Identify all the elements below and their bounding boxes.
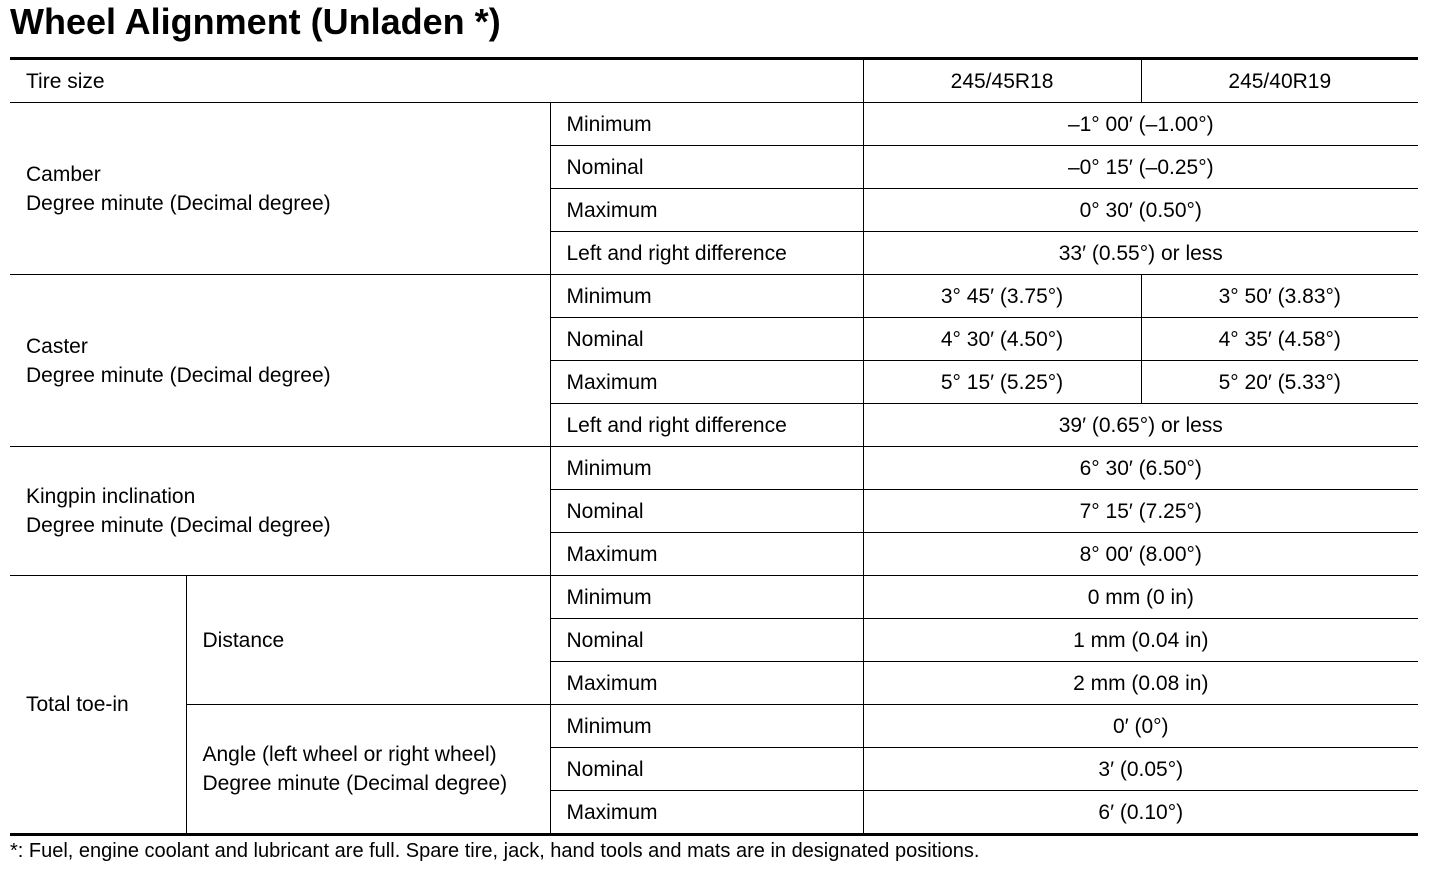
footnote: *: Fuel, engine coolant and lubricant are full. Spare tire, jack, hand tools and mats are in designated positions. xyxy=(10,840,980,862)
tire-size-label: Tire size xyxy=(10,59,863,103)
toe-angle-name: Angle (left wheel or right wheel) xyxy=(202,743,497,766)
table-row xyxy=(10,576,1418,619)
header-row xyxy=(10,59,1418,103)
row-value-b: 4° 35′ (4.58°) xyxy=(1141,318,1418,361)
row-value-a: 3° 45′ (3.75°) xyxy=(863,275,1141,318)
row-label: Maximum xyxy=(550,189,863,232)
caster-unit: Degree minute (Decimal degree) xyxy=(26,363,331,387)
toe-angle-unit: Degree minute (Decimal degree) xyxy=(202,772,508,795)
row-value-b: 5° 20′ (5.33°) xyxy=(1141,361,1418,404)
row-value-b: 3° 50′ (3.83°) xyxy=(1141,275,1418,318)
row-value-a: 4° 30′ (4.50°) xyxy=(863,318,1141,361)
row-value: 0′ (0°) xyxy=(863,705,1418,748)
camber-unit: Degree minute (Decimal degree) xyxy=(26,191,331,215)
row-label: Left and right difference xyxy=(550,404,863,447)
toe-label: Total toe-in xyxy=(10,576,186,835)
row-value: 1 mm (0.04 in) xyxy=(863,619,1418,662)
row-value: 6′ (0.10°) xyxy=(863,791,1418,835)
row-label: Minimum xyxy=(550,705,863,748)
row-label: Maximum xyxy=(550,361,863,404)
row-label: Minimum xyxy=(550,275,863,318)
caster-name: Caster xyxy=(26,334,88,358)
row-value: 39′ (0.65°) or less xyxy=(863,404,1418,447)
row-label: Maximum xyxy=(550,662,863,705)
row-label: Nominal xyxy=(550,490,863,533)
row-label: Maximum xyxy=(550,791,863,835)
row-label: Minimum xyxy=(550,103,863,146)
camber-label xyxy=(10,103,550,275)
row-value: 0 mm (0 in) xyxy=(863,576,1418,619)
kingpin-label xyxy=(10,447,550,576)
table-row xyxy=(10,103,1418,146)
row-label: Nominal xyxy=(550,318,863,361)
row-value: 7° 15′ (7.25°) xyxy=(863,490,1418,533)
row-value: 2 mm (0.08 in) xyxy=(863,662,1418,705)
row-label: Minimum xyxy=(550,447,863,490)
row-label: Nominal xyxy=(550,146,863,189)
row-value-a: 5° 15′ (5.25°) xyxy=(863,361,1141,404)
row-value: 3′ (0.05°) xyxy=(863,748,1418,791)
table-row xyxy=(10,275,1418,318)
row-label: Left and right difference xyxy=(550,232,863,275)
kingpin-unit: Degree minute (Decimal degree) xyxy=(26,514,331,537)
table-row xyxy=(10,447,1418,490)
wheel-alignment-table xyxy=(10,57,1418,836)
page-title: Wheel Alignment (Unladen *) xyxy=(10,1,501,42)
camber-name: Camber xyxy=(26,162,101,186)
row-value: 0° 30′ (0.50°) xyxy=(863,189,1418,232)
toe-distance-label: Distance xyxy=(186,576,550,705)
kingpin-name: Kingpin inclination xyxy=(26,485,196,508)
tire-size-b: 245/40R19 xyxy=(1141,59,1418,103)
row-value: –0° 15′ (–0.25°) xyxy=(863,146,1418,189)
row-value: –1° 00′ (–1.00°) xyxy=(863,103,1418,146)
toe-angle-label xyxy=(186,705,550,835)
row-value: 33′ (0.55°) or less xyxy=(863,232,1418,275)
row-label: Nominal xyxy=(550,748,863,791)
tire-size-a: 245/45R18 xyxy=(863,59,1141,103)
row-value: 6° 30′ (6.50°) xyxy=(863,447,1418,490)
row-value: 8° 00′ (8.00°) xyxy=(863,533,1418,576)
row-label: Nominal xyxy=(550,619,863,662)
table-row xyxy=(10,705,1418,748)
row-label: Maximum xyxy=(550,533,863,576)
row-label: Minimum xyxy=(550,576,863,619)
caster-label xyxy=(10,275,550,447)
